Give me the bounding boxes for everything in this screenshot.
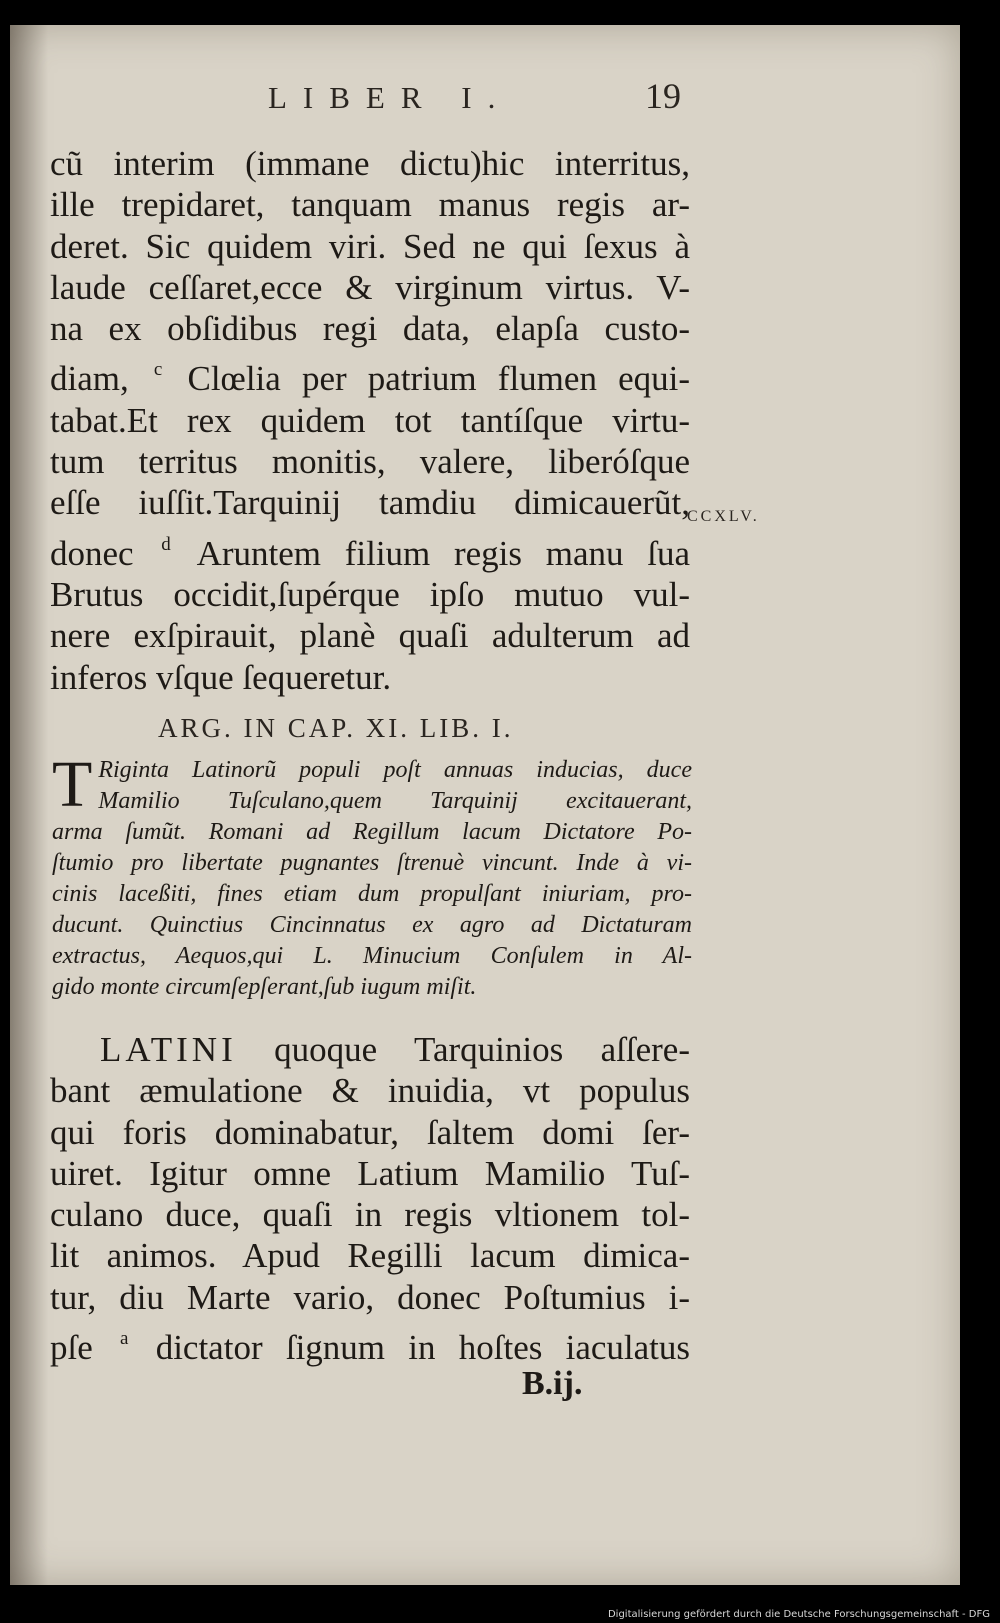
text-segment: pſe (50, 1328, 117, 1368)
text-segment: diam, (50, 359, 150, 399)
text-segment: dictator ſignum in hoſtes iaculatus (132, 1328, 690, 1368)
argument-line: Mamilio Tuſculano,quem Tarquinij excitauerant, (98, 788, 692, 814)
book-page (10, 25, 960, 1585)
opening-word: LATINI (100, 1030, 237, 1069)
text-line: tum territus monitis, valere, liberóſque (50, 442, 690, 482)
text-line: inferos vſque ſequeretur. (50, 657, 392, 697)
argument-line: Riginta Latinorũ populi poſt annuas inducias, duce (98, 757, 692, 783)
page-number: 19 (645, 76, 681, 116)
text-segment: Aruntem filium regis manu ſua (174, 533, 690, 573)
footnote-marker: a (120, 1328, 129, 1350)
argument-title: ARG. IN CAP. XI. LIB. I. (158, 713, 514, 743)
text-line: na ex obſidibus regi data, elapſa custo- (50, 309, 690, 349)
text-line: bant æmulatione & inuidia, vt populus (50, 1071, 690, 1111)
text-line: cũ interim (immane dictu)hic interritus, (50, 144, 690, 183)
text-line: eſſe iuſſit.Tarquinij tamdiu dimicauerũt, (50, 483, 690, 523)
text-line: laude ceſſaret,ecce & virginum virtus. V- (50, 267, 690, 307)
text-line: qui foris dominabatur, ſaltem domi ſer- (50, 1112, 690, 1152)
argument-line: arma ſumũt. Romani ad Regillum lacum Dictatore Po- (52, 819, 692, 845)
running-title: LIBER I. (268, 80, 512, 115)
text-line (50, 349, 690, 399)
text-line: deret. Sic quidem viri. Sed ne qui ſexus à (50, 226, 690, 266)
text-line: lit animos. Apud Regilli lacum dimica- (50, 1236, 690, 1276)
text-segment: donec (50, 533, 158, 573)
text-line: tur, diu Marte vario, donec Poſtumius i- (50, 1277, 690, 1317)
text-line: culano duce, quaſi in regis vltionem tol- (50, 1195, 690, 1235)
drop-cap: T (52, 748, 93, 821)
text-segment: Clœlia per patrium flumen equi- (166, 359, 691, 399)
footnote-marker: d (161, 533, 171, 555)
text-line: uiret. Igitur omne Latium Mamilio Tuſ- (50, 1153, 690, 1193)
text-segment: quoque Tarquinios aſſere- (236, 1030, 690, 1069)
text-line (50, 1029, 690, 1070)
argument-summary (52, 748, 692, 1003)
text-line (50, 1318, 690, 1368)
argument-line: cinis laceßiti, fines etiam dum propulſant iniuriam, pro- (52, 881, 692, 907)
argument-line: ducunt. Quinctius Cincinnatus ex agro ad Dictaturam (52, 912, 692, 938)
footnote-marker: c (153, 359, 163, 381)
text-line: nere exſpirauit, planè quaſi adulterum ad (50, 616, 690, 656)
text-line: ille trepidaret, tanquam manus regis ar- (50, 185, 690, 225)
paragraph-2 (50, 1029, 690, 1368)
text-line: tabat.Et rex quidem tot tantíſque virtu- (50, 400, 690, 440)
signature-mark: B.ij. (522, 1365, 583, 1402)
text-line (50, 524, 690, 574)
marginal-note: CCXLV. (687, 508, 760, 525)
text-line: Brutus occidit,ſupérque ipſo mutuo vul- (50, 574, 690, 614)
paragraph-1 (50, 143, 690, 698)
argument-line: ſtumio pro libertate pugnantes ſtrenuè vincunt. Inde à vi- (52, 850, 692, 876)
argument-line: gido monte circumſepſerant,ſub iugum miſit. (52, 974, 477, 1000)
digitization-footer: Digitalisierung gefördert durch die Deutsche Forschungsgemeinschaft - DFG (607, 1609, 990, 1620)
argument-line: extractus, Aequos,qui L. Minucium Conſulem in Al- (52, 943, 692, 969)
